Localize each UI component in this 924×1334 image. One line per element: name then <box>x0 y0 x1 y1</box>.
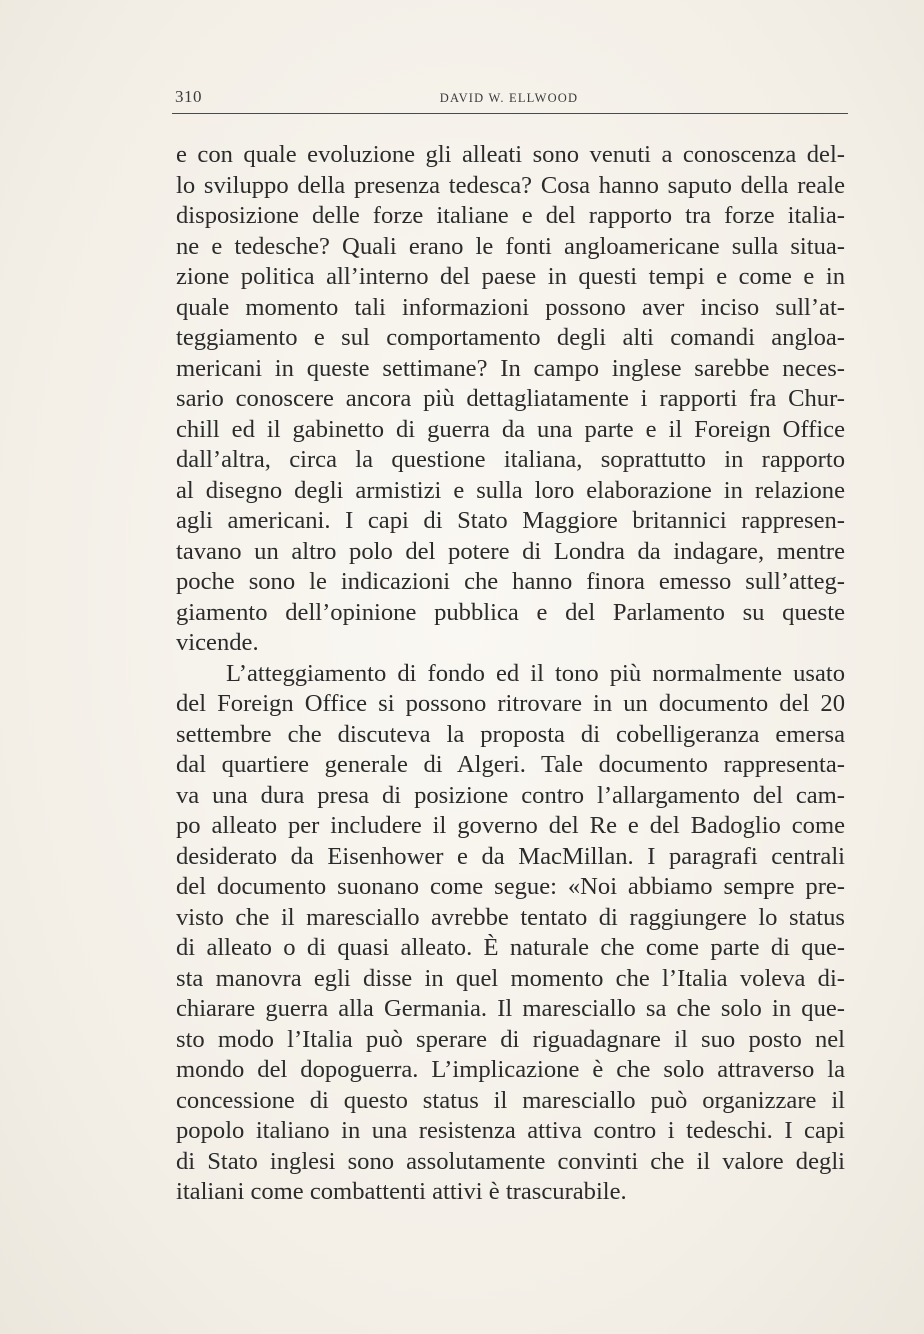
text-line: settembre che discuteva la proposta di cobelligeranza emersa <box>176 720 845 748</box>
text-line: del documento suonano come segue: «Noi abbiamo sempre pre- <box>176 873 845 900</box>
text-line: vicende. <box>176 629 259 656</box>
page-header <box>172 86 846 112</box>
text-line: po alleato per includere il governo del Re e del Badoglio come <box>176 812 845 839</box>
text-line: ne e tedesche? Quali erano le fonti angloamericane sulla situa- <box>176 232 845 260</box>
text-line: poche sono le indicazioni che hanno finora emesso sull’atteg- <box>176 568 845 595</box>
paragraph-1 <box>176 140 845 659</box>
text-line: teggiamento e sul comportamento degli alti comandi angloa- <box>176 324 845 351</box>
text-line: al disegno degli armistizi e sulla loro elaborazione in relazione <box>176 476 845 504</box>
text-line: dal quartiere generale di Algeri. Tale documento rappresenta- <box>176 751 845 778</box>
text-line: mericani in queste settimane? In campo inglese sarebbe neces- <box>176 354 845 382</box>
header-rule <box>172 113 848 114</box>
page-number: 310 <box>175 87 202 106</box>
text-line: di alleato o di quasi alleato. È naturale che come parte di que- <box>176 934 845 961</box>
text-line: zione politica all’interno del paese in questi tempi e come e in <box>176 263 845 290</box>
text-line: L’atteggiamento di fondo ed il tono più normalmente usato <box>226 659 845 687</box>
text-line: italiani come combattenti attivi è trascurabile. <box>176 1178 627 1205</box>
text-line: chiarare guerra alla Germania. Il maresciallo sa che solo in que- <box>176 995 845 1022</box>
text-line: popolo italiano in una resistenza attiva contro i tedeschi. I capi <box>176 1117 845 1144</box>
text-line: concessione di questo status il maresciallo può organizzare il <box>176 1086 845 1114</box>
text-line: agli americani. I capi di Stato Maggiore britannici rappresen- <box>176 507 845 534</box>
text-line: giamento dell’opinione pubblica e del Parlamento su queste <box>176 598 845 626</box>
text-line: e con quale evoluzione gli alleati sono venuti a conoscenza del- <box>176 141 845 168</box>
text-line: lo sviluppo della presenza tedesca? Cosa hanno saputo della reale <box>176 171 845 199</box>
text-line: disposizione delle forze italiane e del rapporto tra forze italia- <box>176 202 845 229</box>
text-line: mondo del dopoguerra. L’implicazione è che solo attraverso la <box>176 1056 845 1083</box>
text-line: quale momento tali informazioni possono aver inciso sull’at- <box>176 293 845 321</box>
text-line: desiderato da Eisenhower e da MacMillan. I paragrafi centrali <box>176 842 845 870</box>
text-line: sta manovra egli disse in quel momento che l’Italia voleva di- <box>176 964 845 992</box>
running-head-author: DAVID W. ELLWOOD <box>439 91 579 105</box>
text-line: di Stato inglesi sono assolutamente convinti che il valore degli <box>176 1147 845 1175</box>
body-text <box>176 140 845 1208</box>
text-line: visto che il maresciallo avrebbe tentato di raggiungere lo status <box>176 903 845 931</box>
text-line: chill ed il gabinetto di guerra da una parte e il Foreign Office <box>176 415 845 443</box>
text-line: del Foreign Office si possono ritrovare in un documento del 20 <box>176 690 845 717</box>
text-line: va una dura presa di posizione contro l’allargamento del cam- <box>176 781 845 809</box>
text-line: sto modo l’Italia può sperare di riguadagnare il suo posto nel <box>176 1025 845 1053</box>
paragraph-2 <box>176 659 845 1208</box>
text-line: dall’altra, circa la questione italiana, soprattutto in rapporto <box>176 446 845 473</box>
text-line: tavano un altro polo del potere di Londra da indagare, mentre <box>176 537 845 565</box>
text-line: sario conoscere ancora più dettagliatamente i rapporti fra Chur- <box>176 385 845 412</box>
